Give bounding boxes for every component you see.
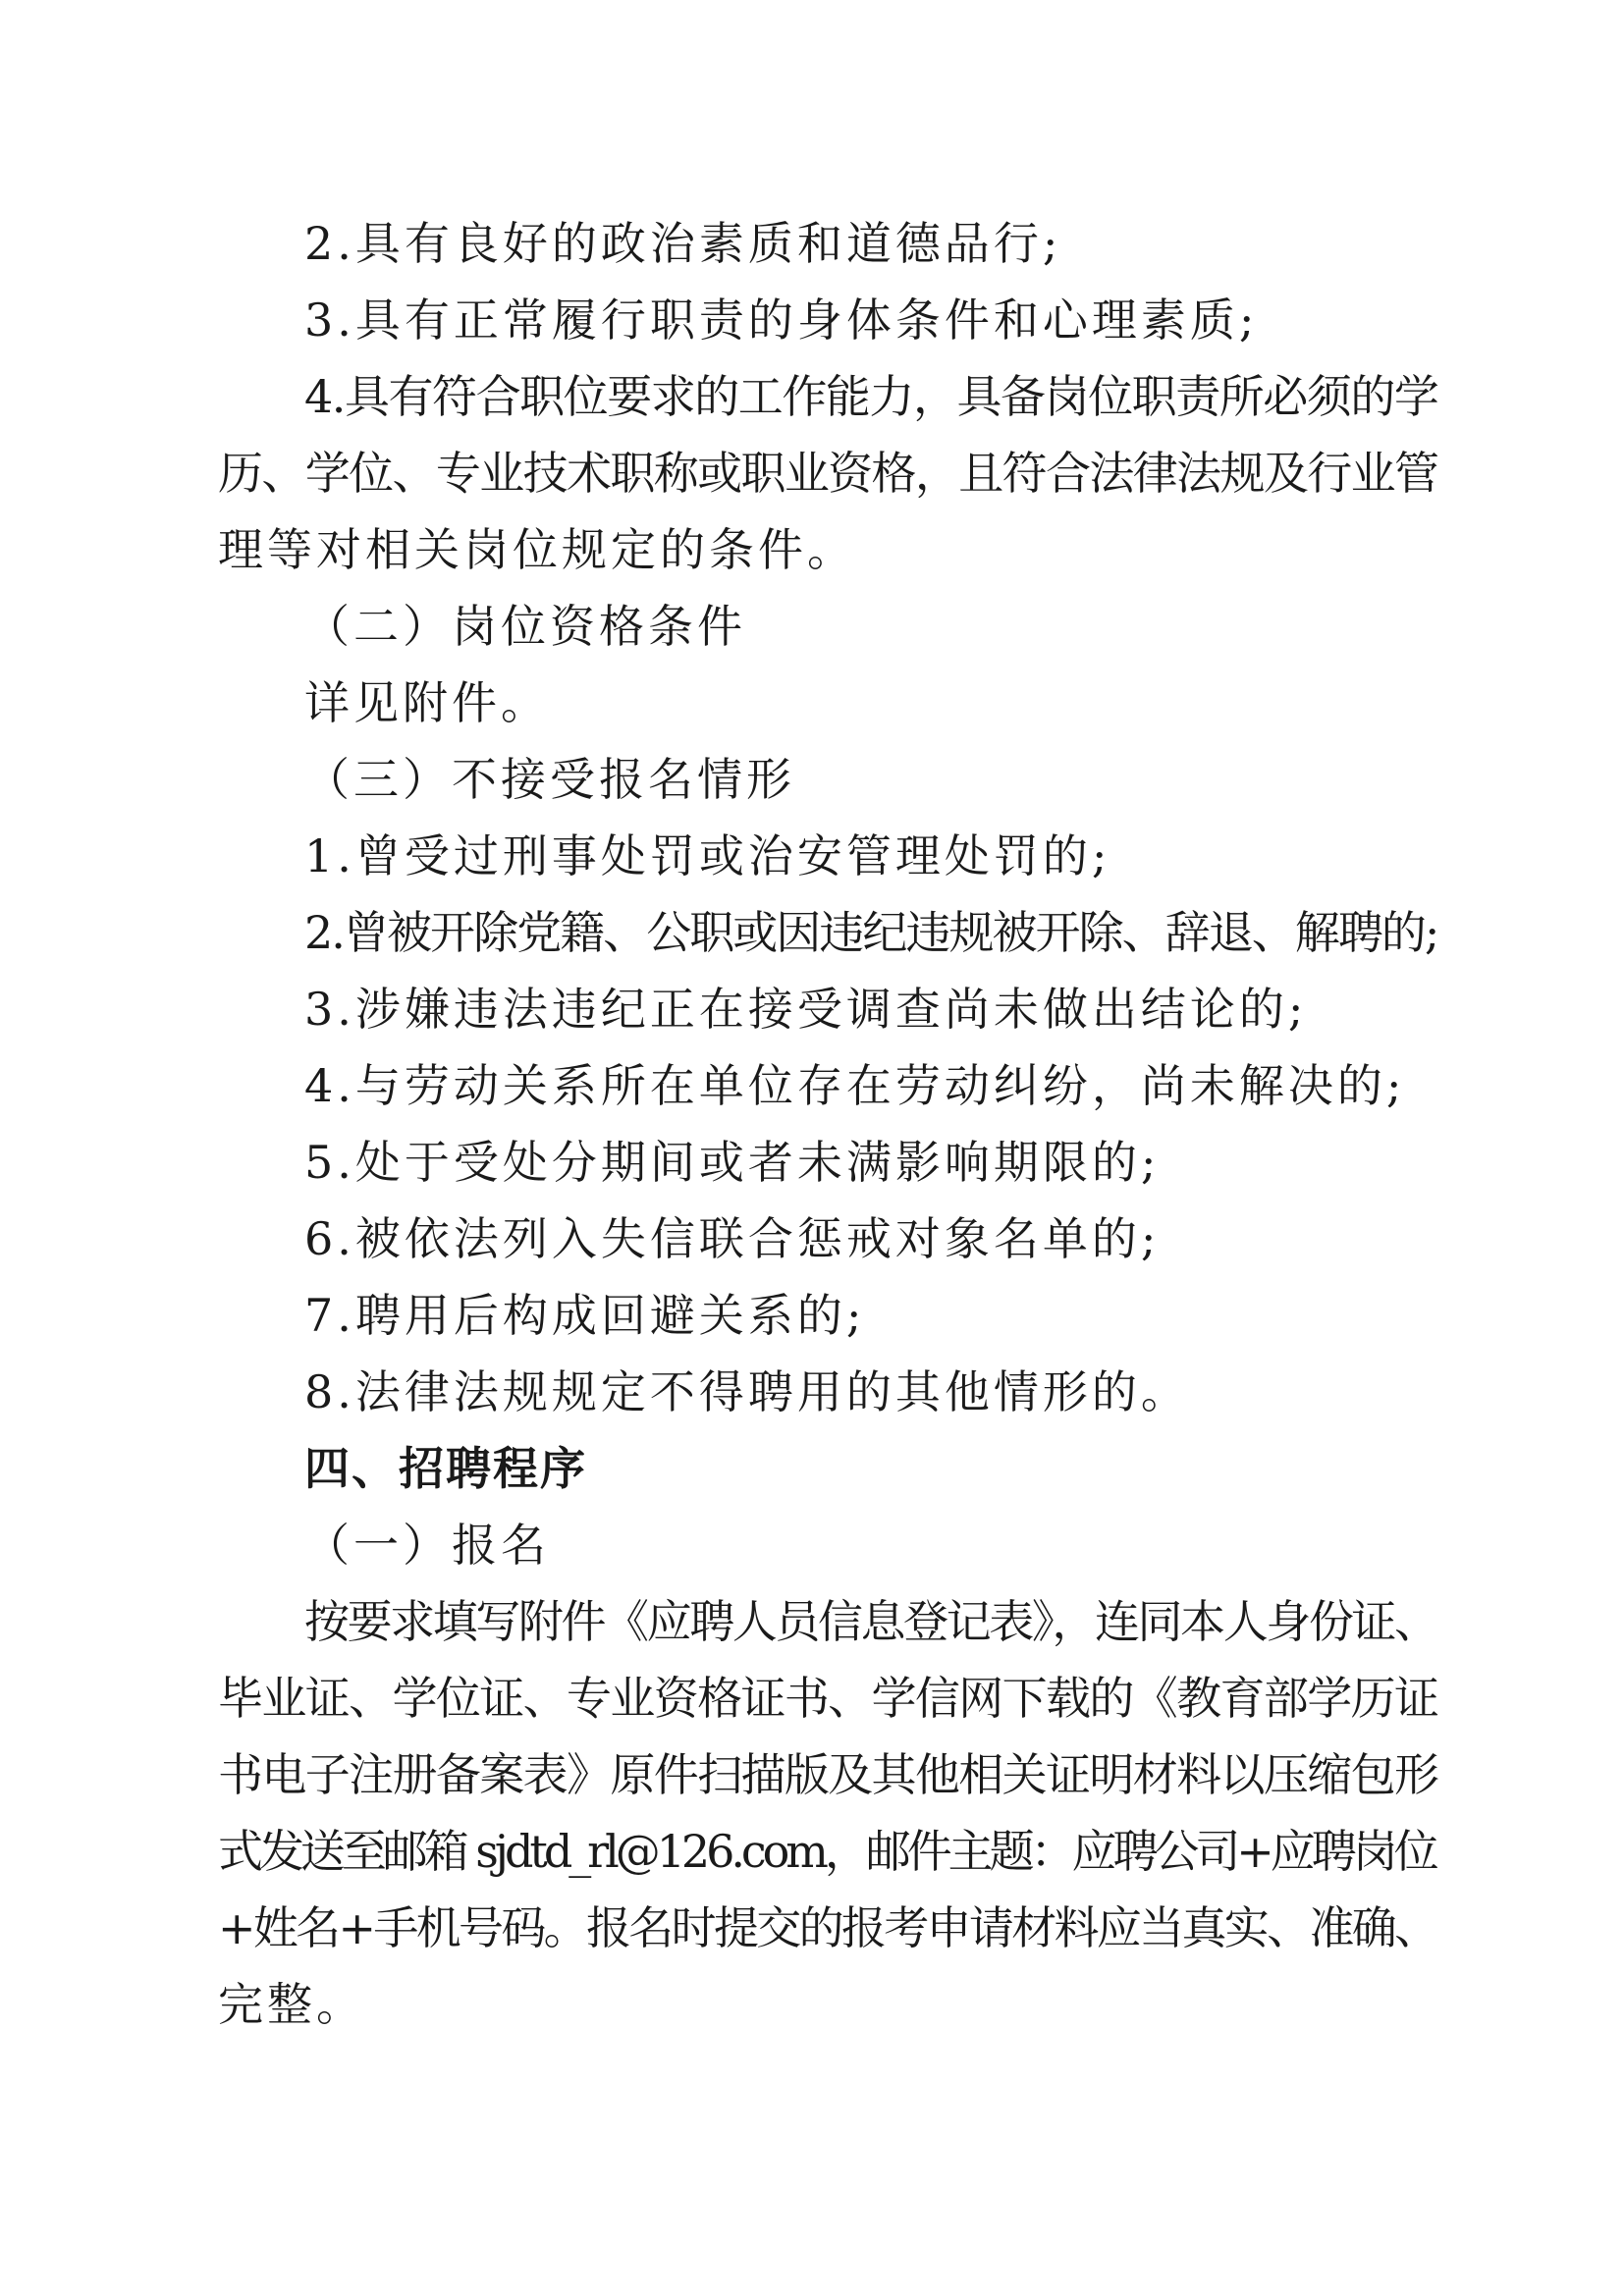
section-heading-recruitment-procedure: 四、招聘程序 — [304, 1442, 587, 1495]
requirement-2: 2.具有良好的政治素质和道德品行; — [304, 217, 1062, 270]
registration-paragraph-line-1: 按要求填写附件《应聘人员信息登记表》，连同本人身份证、 — [304, 1595, 1437, 1648]
exclusion-item-1: 1.曾受过刑事处罚或治安管理处罚的; — [304, 829, 1111, 882]
exclusion-item-5: 5.处于受处分期间或者未满影响期限的; — [304, 1136, 1161, 1189]
requirement-4-line-2: 历、学位、专业技术职称或职业资格，且符合法律法规及行业管 — [218, 447, 1438, 500]
exclusion-item-8: 8.法律法规规定不得聘用的其他情形的。 — [304, 1365, 1190, 1418]
registration-paragraph-line-4: 式发送至邮箱 sjdtd_rl@126.com，邮件主题：应聘公司+应聘岗位 — [218, 1825, 1435, 1878]
exclusion-item-2: 2.曾被开除党籍、公职或因违纪违规被开除、辞退、解聘的; — [304, 906, 1438, 959]
exclusion-item-4: 4.与劳动关系所在单位存在劳动纠纷，尚未解决的; — [304, 1059, 1406, 1112]
registration-paragraph-line-2: 毕业证、学位证、专业资格证书、学信网下载的《教育部学历证 — [218, 1672, 1438, 1725]
exclusion-item-7: 7.聘用后构成回避关系的; — [304, 1289, 866, 1342]
requirement-4-line-3: 理等对相关岗位规定的条件。 — [218, 523, 856, 576]
subsection-heading-registration: （一）报名 — [304, 1519, 550, 1572]
exclusion-item-6: 6.被依法列入失信联合惩戒对象名单的; — [304, 1212, 1161, 1265]
see-attachment-text: 详见附件。 — [304, 676, 550, 729]
registration-paragraph-line-3: 书电子注册备案表》原件扫描版及其他相关证明材料以压缩包形 — [218, 1748, 1438, 1801]
exclusion-item-3: 3.涉嫌违法违纪正在接受调查尚未做出结论的; — [304, 983, 1308, 1036]
registration-paragraph-line-5: +姓名+手机号码。报名时提交的报考申请材料应当真实、准确、 — [218, 1901, 1437, 1954]
requirement-3: 3.具有正常履行职责的身体条件和心理素质; — [304, 294, 1259, 347]
section-heading-exclusions: （三）不接受报名情形 — [304, 753, 795, 806]
registration-paragraph-line-6: 完整。 — [218, 1978, 365, 2031]
requirement-4-line-1: 4.具有符合职位要求的工作能力，具备岗位职责所必须的学 — [304, 370, 1438, 423]
section-heading-qualifications: （二）岗位资格条件 — [304, 600, 746, 653]
